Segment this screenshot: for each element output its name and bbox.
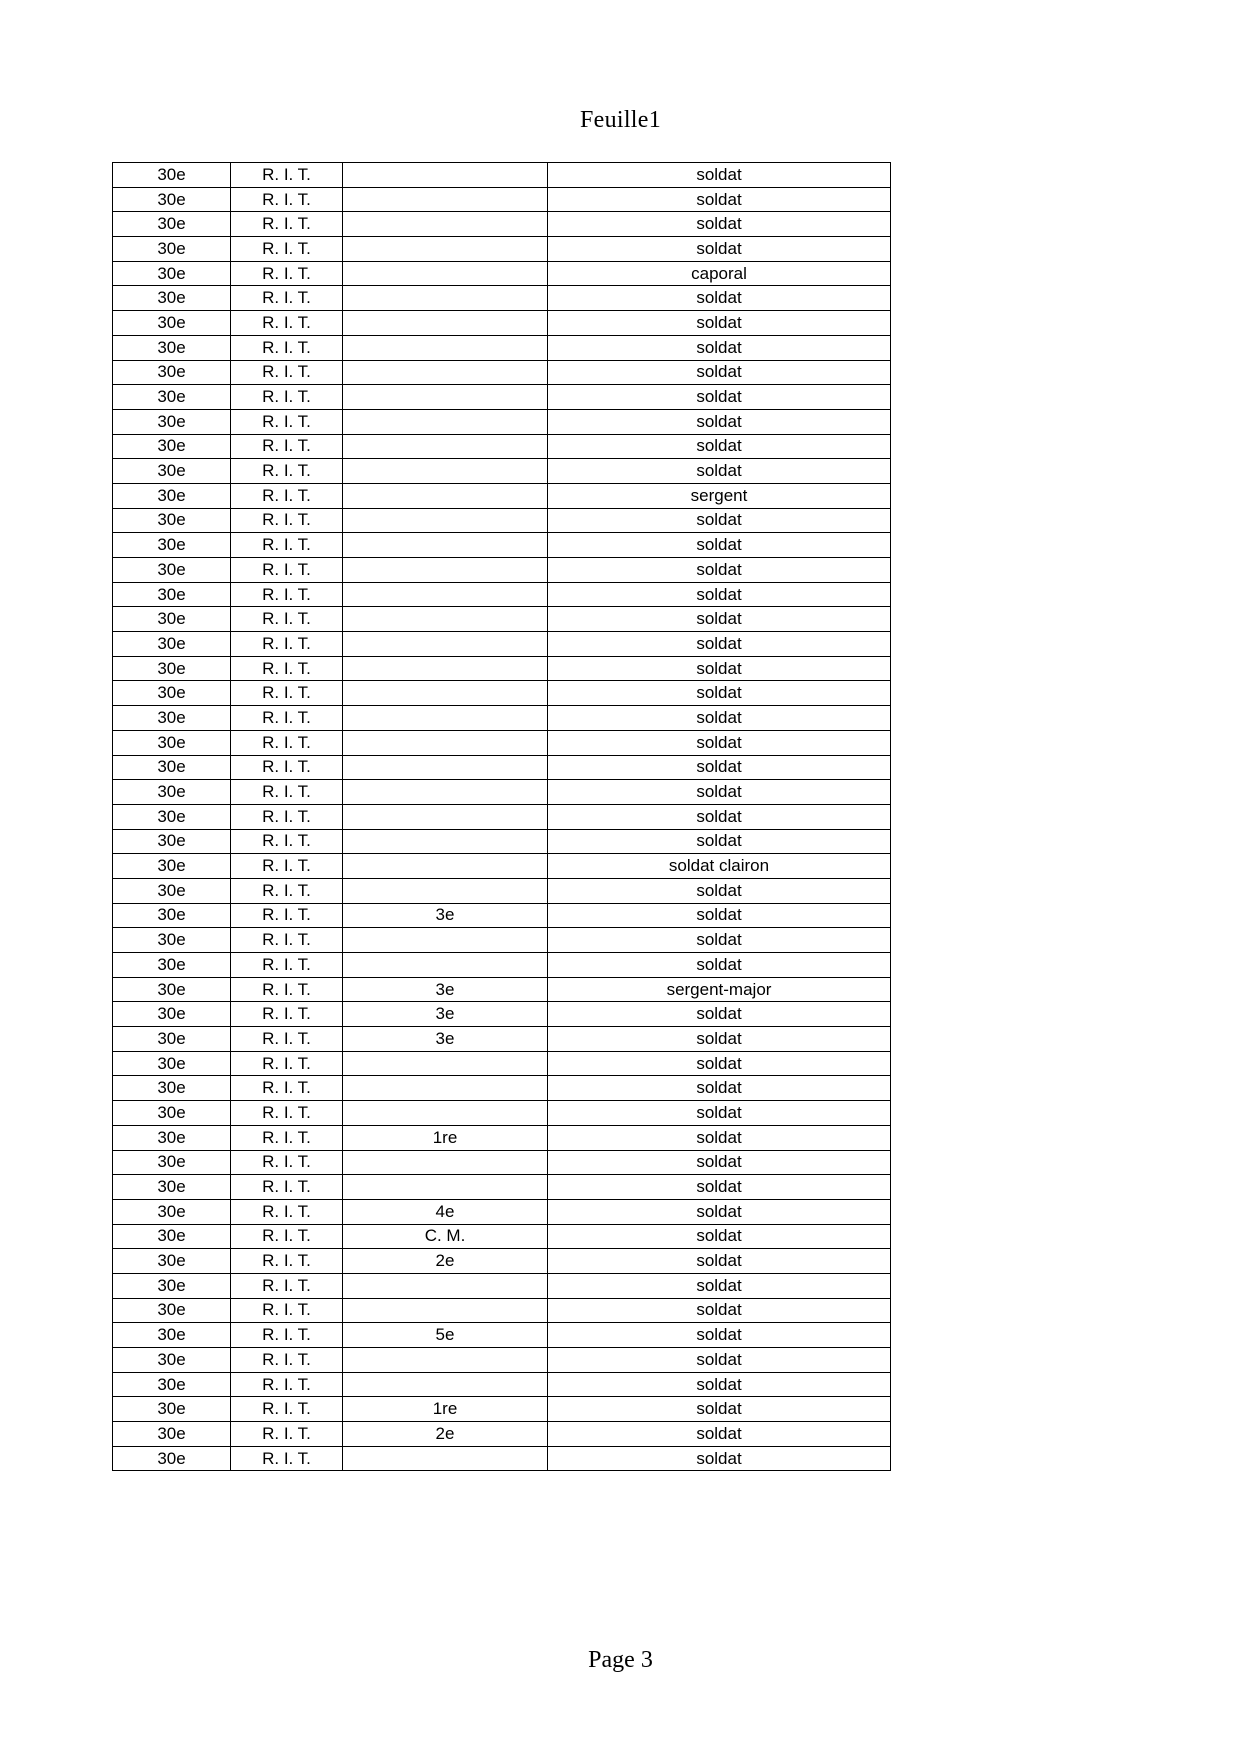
table-cell-battalion <box>343 582 548 607</box>
table-cell-battalion <box>343 459 548 484</box>
table-cell-rank: soldat <box>548 237 891 262</box>
table-cell-rank: soldat <box>548 607 891 632</box>
table-row <box>113 237 891 262</box>
table-cell-battalion <box>343 212 548 237</box>
table-cell-unit: 30e <box>113 558 231 583</box>
table-cell-battalion <box>343 237 548 262</box>
table-cell-rank: soldat <box>548 434 891 459</box>
table-cell-battalion <box>343 311 548 336</box>
table-cell-battalion <box>343 755 548 780</box>
table-row <box>113 1397 891 1422</box>
table-cell-rank: soldat <box>548 459 891 484</box>
table-cell-rank: soldat <box>548 804 891 829</box>
page-footer: Page 3 <box>588 1647 653 1673</box>
table-cell-corps: R. I. T. <box>231 533 343 558</box>
table-cell-battalion <box>343 1175 548 1200</box>
table-cell-battalion: 2e <box>343 1422 548 1447</box>
table-row <box>113 360 891 385</box>
table-cell-unit: 30e <box>113 1273 231 1298</box>
table-cell-unit: 30e <box>113 533 231 558</box>
table-row <box>113 607 891 632</box>
table-cell-unit: 30e <box>113 163 231 188</box>
table-row <box>113 1446 891 1471</box>
table-row <box>113 1150 891 1175</box>
table-cell-battalion <box>343 533 548 558</box>
table-cell-corps: R. I. T. <box>231 409 343 434</box>
table-cell-corps: R. I. T. <box>231 829 343 854</box>
table-row <box>113 1323 891 1348</box>
table-row <box>113 681 891 706</box>
table-cell-battalion: 4e <box>343 1199 548 1224</box>
table-cell-unit: 30e <box>113 409 231 434</box>
table-cell-battalion <box>343 878 548 903</box>
table-cell-rank: soldat <box>548 1199 891 1224</box>
table-cell-battalion: 3e <box>343 1002 548 1027</box>
table-row <box>113 854 891 879</box>
table-cell-battalion <box>343 508 548 533</box>
table-cell-unit: 30e <box>113 311 231 336</box>
sheet-title: Feuille1 <box>579 107 662 133</box>
table-cell-battalion <box>343 409 548 434</box>
table-cell-unit: 30e <box>113 1397 231 1422</box>
table-row <box>113 1175 891 1200</box>
table-cell-corps: R. I. T. <box>231 1101 343 1126</box>
table-cell-rank: soldat <box>548 730 891 755</box>
table-row <box>113 1273 891 1298</box>
table-cell-corps: R. I. T. <box>231 854 343 879</box>
table-cell-corps: R. I. T. <box>231 1076 343 1101</box>
table-cell-unit: 30e <box>113 1224 231 1249</box>
table-cell-battalion <box>343 335 548 360</box>
table-cell-rank: soldat <box>548 1101 891 1126</box>
table-row <box>113 187 891 212</box>
table-row <box>113 385 891 410</box>
table-row <box>113 977 891 1002</box>
table-cell-battalion <box>343 928 548 953</box>
table-row <box>113 903 891 928</box>
table-cell-unit: 30e <box>113 878 231 903</box>
table-cell-unit: 30e <box>113 730 231 755</box>
table-cell-corps: R. I. T. <box>231 508 343 533</box>
table-cell-unit: 30e <box>113 1323 231 1348</box>
table-cell-battalion <box>343 681 548 706</box>
table-cell-battalion <box>343 1051 548 1076</box>
table-cell-unit: 30e <box>113 1150 231 1175</box>
table-cell-corps: R. I. T. <box>231 1446 343 1471</box>
table-cell-unit: 30e <box>113 829 231 854</box>
table-cell-corps: R. I. T. <box>231 1002 343 1027</box>
table-cell-rank: soldat <box>548 1273 891 1298</box>
table-cell-rank: soldat <box>548 953 891 978</box>
table-cell-corps: R. I. T. <box>231 1348 343 1373</box>
table-cell-rank: soldat <box>548 286 891 311</box>
roster-table <box>112 162 891 1471</box>
table-row <box>113 1224 891 1249</box>
table-cell-battalion: 3e <box>343 977 548 1002</box>
table-cell-rank: soldat <box>548 360 891 385</box>
table-cell-battalion <box>343 360 548 385</box>
table-cell-battalion <box>343 1446 548 1471</box>
table-cell-unit: 30e <box>113 1348 231 1373</box>
table-cell-rank: soldat <box>548 829 891 854</box>
table-row <box>113 1199 891 1224</box>
table-cell-corps: R. I. T. <box>231 1273 343 1298</box>
table-row <box>113 335 891 360</box>
table-cell-corps: R. I. T. <box>231 903 343 928</box>
table-cell-battalion <box>343 706 548 731</box>
table-cell-unit: 30e <box>113 1199 231 1224</box>
table-cell-unit: 30e <box>113 1002 231 1027</box>
table-cell-rank: soldat <box>548 928 891 953</box>
table-cell-rank: soldat <box>548 706 891 731</box>
table-cell-battalion: 5e <box>343 1323 548 1348</box>
table-cell-battalion: C. M. <box>343 1224 548 1249</box>
table-row <box>113 163 891 188</box>
table-cell-corps: R. I. T. <box>231 163 343 188</box>
table-cell-rank: soldat <box>548 1150 891 1175</box>
table-cell-corps: R. I. T. <box>231 656 343 681</box>
table-cell-corps: R. I. T. <box>231 582 343 607</box>
table-cell-battalion <box>343 558 548 583</box>
table-row <box>113 928 891 953</box>
table-row <box>113 1348 891 1373</box>
table-cell-rank: soldat <box>548 508 891 533</box>
table-cell-battalion <box>343 1348 548 1373</box>
table-cell-unit: 30e <box>113 977 231 1002</box>
table-row <box>113 632 891 657</box>
table-row <box>113 1051 891 1076</box>
table-cell-rank: soldat <box>548 187 891 212</box>
table-cell-unit: 30e <box>113 385 231 410</box>
table-cell-corps: R. I. T. <box>231 286 343 311</box>
table-cell-unit: 30e <box>113 854 231 879</box>
table-cell-unit: 30e <box>113 903 231 928</box>
table-cell-unit: 30e <box>113 1175 231 1200</box>
table-cell-unit: 30e <box>113 1446 231 1471</box>
table-cell-rank: soldat <box>548 163 891 188</box>
table-cell-battalion <box>343 385 548 410</box>
table-cell-corps: R. I. T. <box>231 187 343 212</box>
table-cell-corps: R. I. T. <box>231 212 343 237</box>
table-row <box>113 706 891 731</box>
table-cell-rank: soldat <box>548 1446 891 1471</box>
table-cell-battalion <box>343 953 548 978</box>
table-cell-corps: R. I. T. <box>231 1125 343 1150</box>
table-cell-rank: soldat <box>548 1125 891 1150</box>
table-row <box>113 953 891 978</box>
table-cell-battalion <box>343 854 548 879</box>
table-cell-unit: 30e <box>113 656 231 681</box>
table-row <box>113 1298 891 1323</box>
table-cell-battalion <box>343 1150 548 1175</box>
table-cell-rank: caporal <box>548 261 891 286</box>
table-cell-rank: soldat <box>548 681 891 706</box>
table-cell-unit: 30e <box>113 780 231 805</box>
table-cell-rank: soldat <box>548 1076 891 1101</box>
table-cell-unit: 30e <box>113 1422 231 1447</box>
table-cell-battalion: 1re <box>343 1397 548 1422</box>
table-cell-unit: 30e <box>113 434 231 459</box>
table-cell-corps: R. I. T. <box>231 1323 343 1348</box>
table-row <box>113 212 891 237</box>
table-cell-rank: soldat <box>548 1224 891 1249</box>
table-cell-corps: R. I. T. <box>231 1422 343 1447</box>
table-cell-corps: R. I. T. <box>231 483 343 508</box>
table-cell-unit: 30e <box>113 1076 231 1101</box>
table-row <box>113 730 891 755</box>
table-row <box>113 1372 891 1397</box>
table-cell-rank: soldat <box>548 582 891 607</box>
table-cell-rank: soldat <box>548 656 891 681</box>
table-cell-rank: soldat <box>548 632 891 657</box>
table-cell-battalion <box>343 607 548 632</box>
table-cell-corps: R. I. T. <box>231 1150 343 1175</box>
table-row <box>113 508 891 533</box>
table-cell-rank: soldat <box>548 212 891 237</box>
table-row <box>113 261 891 286</box>
table-cell-corps: R. I. T. <box>231 804 343 829</box>
table-row <box>113 558 891 583</box>
table-row <box>113 1002 891 1027</box>
table-cell-unit: 30e <box>113 360 231 385</box>
table-cell-corps: R. I. T. <box>231 385 343 410</box>
table-cell-unit: 30e <box>113 804 231 829</box>
table-cell-rank: soldat <box>548 780 891 805</box>
table-cell-corps: R. I. T. <box>231 953 343 978</box>
table-row <box>113 286 891 311</box>
table-cell-battalion <box>343 187 548 212</box>
table-cell-unit: 30e <box>113 335 231 360</box>
table-cell-corps: R. I. T. <box>231 1372 343 1397</box>
table-cell-corps: R. I. T. <box>231 632 343 657</box>
table-cell-rank: soldat <box>548 385 891 410</box>
table-row <box>113 459 891 484</box>
table-cell-unit: 30e <box>113 755 231 780</box>
table-cell-rank: soldat <box>548 1397 891 1422</box>
table-cell-corps: R. I. T. <box>231 878 343 903</box>
table-cell-battalion <box>343 261 548 286</box>
table-cell-unit: 30e <box>113 459 231 484</box>
table-cell-rank: soldat <box>548 311 891 336</box>
table-cell-corps: R. I. T. <box>231 1298 343 1323</box>
table-row <box>113 755 891 780</box>
table-cell-unit: 30e <box>113 681 231 706</box>
table-cell-rank: soldat <box>548 1298 891 1323</box>
table-cell-rank: soldat <box>548 1051 891 1076</box>
table-row <box>113 1076 891 1101</box>
table-row <box>113 483 891 508</box>
table-row <box>113 434 891 459</box>
table-cell-rank: soldat <box>548 755 891 780</box>
table-cell-battalion <box>343 730 548 755</box>
table-cell-battalion: 2e <box>343 1249 548 1274</box>
table-cell-corps: R. I. T. <box>231 1051 343 1076</box>
table-cell-corps: R. I. T. <box>231 434 343 459</box>
table-cell-battalion <box>343 434 548 459</box>
table-cell-battalion <box>343 780 548 805</box>
table-cell-corps: R. I. T. <box>231 706 343 731</box>
table-cell-rank: soldat <box>548 1323 891 1348</box>
table-cell-rank: soldat <box>548 1175 891 1200</box>
table-cell-unit: 30e <box>113 706 231 731</box>
table-cell-unit: 30e <box>113 1372 231 1397</box>
roster-table-body <box>113 163 891 1471</box>
table-cell-corps: R. I. T. <box>231 755 343 780</box>
table-cell-rank: soldat <box>548 1348 891 1373</box>
table-cell-battalion <box>343 632 548 657</box>
table-cell-battalion <box>343 804 548 829</box>
table-cell-unit: 30e <box>113 953 231 978</box>
table-cell-unit: 30e <box>113 607 231 632</box>
table-cell-unit: 30e <box>113 1051 231 1076</box>
table-cell-battalion <box>343 483 548 508</box>
table-cell-unit: 30e <box>113 237 231 262</box>
table-cell-rank: soldat <box>548 558 891 583</box>
table-cell-corps: R. I. T. <box>231 261 343 286</box>
table-cell-battalion: 1re <box>343 1125 548 1150</box>
table-cell-rank: soldat <box>548 878 891 903</box>
table-cell-battalion: 3e <box>343 903 548 928</box>
table-cell-rank: sergent-major <box>548 977 891 1002</box>
table-cell-unit: 30e <box>113 632 231 657</box>
table-cell-unit: 30e <box>113 1125 231 1150</box>
table-cell-corps: R. I. T. <box>231 1199 343 1224</box>
table-cell-unit: 30e <box>113 212 231 237</box>
table-cell-corps: R. I. T. <box>231 1027 343 1052</box>
table-cell-corps: R. I. T. <box>231 335 343 360</box>
table-cell-battalion <box>343 1298 548 1323</box>
table-cell-rank: soldat clairon <box>548 854 891 879</box>
table-cell-unit: 30e <box>113 1249 231 1274</box>
table-row <box>113 1422 891 1447</box>
table-cell-unit: 30e <box>113 261 231 286</box>
table-cell-rank: soldat <box>548 335 891 360</box>
table-cell-rank: soldat <box>548 533 891 558</box>
table-cell-unit: 30e <box>113 928 231 953</box>
table-row <box>113 311 891 336</box>
table-cell-corps: R. I. T. <box>231 928 343 953</box>
table-cell-rank: soldat <box>548 903 891 928</box>
table-cell-rank: soldat <box>548 1249 891 1274</box>
table-cell-battalion <box>343 286 548 311</box>
table-cell-rank: soldat <box>548 409 891 434</box>
table-row <box>113 582 891 607</box>
table-cell-corps: R. I. T. <box>231 780 343 805</box>
table-row <box>113 1101 891 1126</box>
table-cell-unit: 30e <box>113 1298 231 1323</box>
table-cell-unit: 30e <box>113 1027 231 1052</box>
table-row <box>113 1249 891 1274</box>
table-row <box>113 1125 891 1150</box>
table-cell-rank: soldat <box>548 1422 891 1447</box>
table-cell-corps: R. I. T. <box>231 607 343 632</box>
table-cell-rank: soldat <box>548 1027 891 1052</box>
table-cell-rank: soldat <box>548 1002 891 1027</box>
roster-table-container <box>112 162 890 1471</box>
table-cell-corps: R. I. T. <box>231 558 343 583</box>
table-cell-battalion: 3e <box>343 1027 548 1052</box>
table-row <box>113 533 891 558</box>
table-cell-corps: R. I. T. <box>231 311 343 336</box>
table-cell-battalion <box>343 1372 548 1397</box>
table-cell-corps: R. I. T. <box>231 730 343 755</box>
table-cell-corps: R. I. T. <box>231 237 343 262</box>
table-cell-battalion <box>343 1101 548 1126</box>
table-cell-corps: R. I. T. <box>231 1249 343 1274</box>
table-cell-unit: 30e <box>113 483 231 508</box>
table-cell-unit: 30e <box>113 286 231 311</box>
table-row <box>113 656 891 681</box>
table-cell-corps: R. I. T. <box>231 977 343 1002</box>
table-cell-corps: R. I. T. <box>231 459 343 484</box>
table-cell-rank: soldat <box>548 1372 891 1397</box>
table-cell-battalion <box>343 1076 548 1101</box>
table-row <box>113 1027 891 1052</box>
table-cell-unit: 30e <box>113 1101 231 1126</box>
table-row <box>113 780 891 805</box>
table-cell-unit: 30e <box>113 187 231 212</box>
table-cell-battalion <box>343 829 548 854</box>
table-cell-corps: R. I. T. <box>231 1397 343 1422</box>
table-cell-unit: 30e <box>113 508 231 533</box>
table-cell-corps: R. I. T. <box>231 1175 343 1200</box>
table-row <box>113 829 891 854</box>
table-row <box>113 878 891 903</box>
table-cell-unit: 30e <box>113 582 231 607</box>
table-cell-battalion <box>343 1273 548 1298</box>
table-cell-corps: R. I. T. <box>231 1224 343 1249</box>
table-row <box>113 409 891 434</box>
table-cell-battalion <box>343 656 548 681</box>
table-cell-corps: R. I. T. <box>231 681 343 706</box>
table-row <box>113 804 891 829</box>
table-cell-rank: sergent <box>548 483 891 508</box>
table-cell-corps: R. I. T. <box>231 360 343 385</box>
table-cell-battalion <box>343 163 548 188</box>
